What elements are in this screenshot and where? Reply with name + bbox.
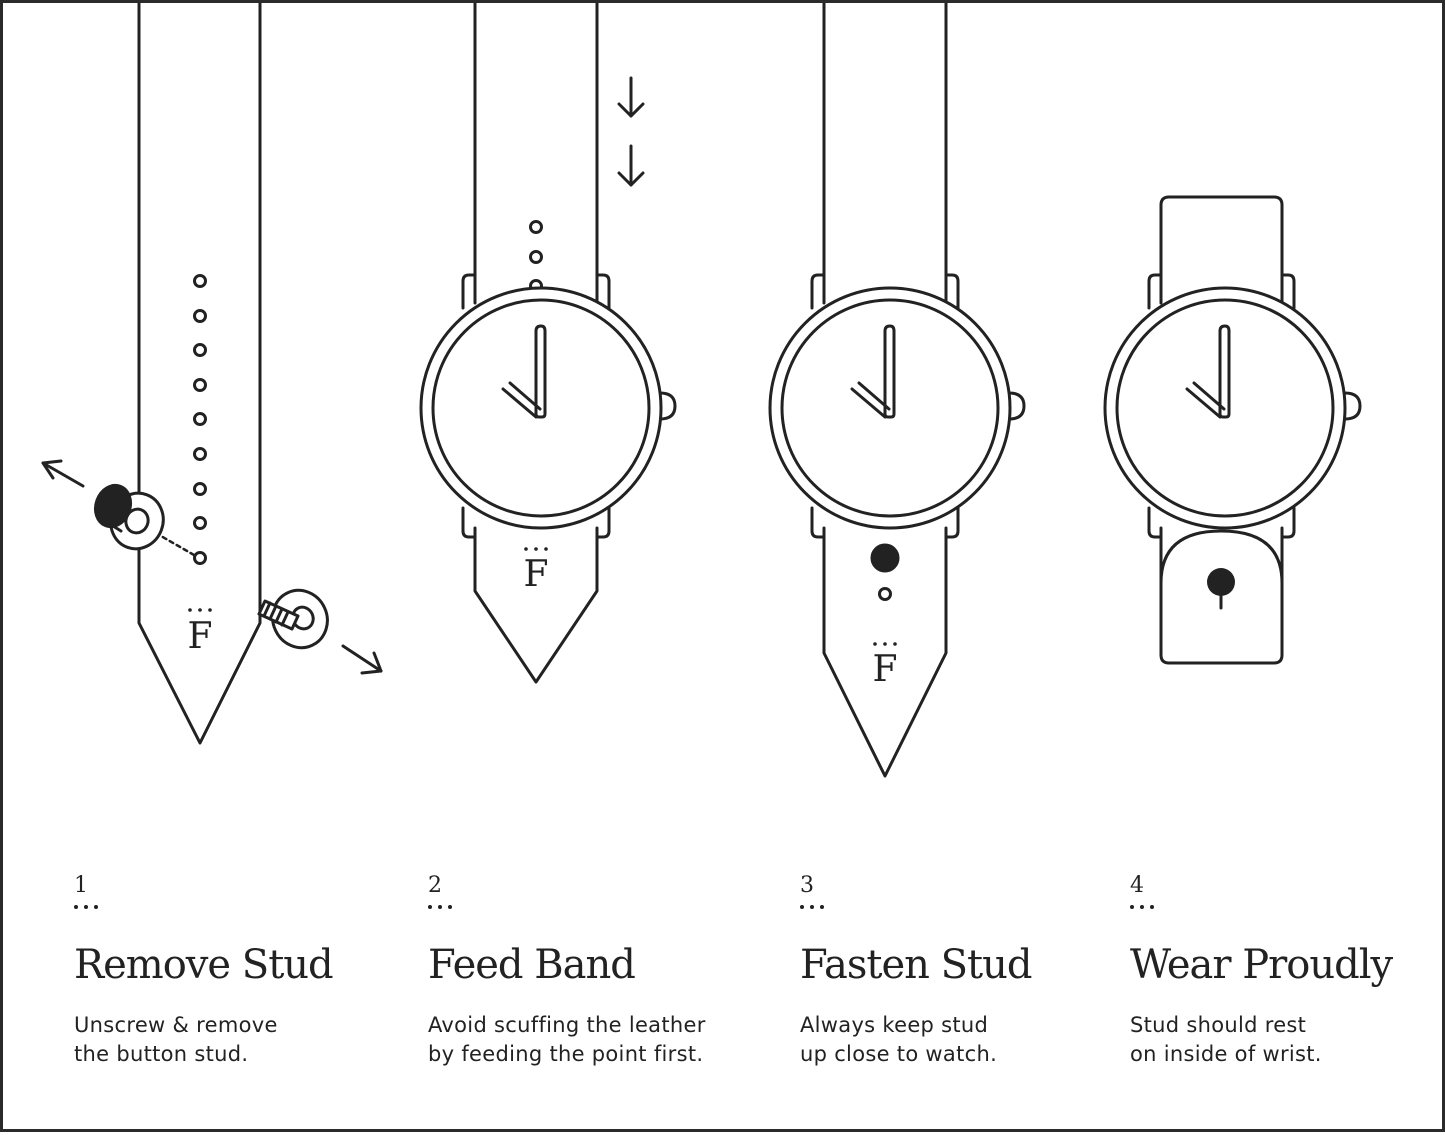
step-description (1130, 1011, 1392, 1069)
step-title: Fasten Stud (800, 942, 1032, 988)
step-description-line: Avoid scuffing the leather (428, 1013, 706, 1037)
step-description-line: up close to watch. (800, 1042, 998, 1066)
step-description-line: Always keep stud (800, 1013, 989, 1037)
fastened-stud-icon (872, 545, 898, 571)
step-divider (1130, 905, 1392, 909)
step1-illustration (43, 3, 381, 743)
step-number: 3 (800, 873, 814, 898)
step-2 (428, 873, 706, 1069)
f-logo-mark (873, 642, 898, 690)
arrow-down-icon (619, 146, 643, 185)
f-logo-mark (188, 608, 213, 657)
step-1 (74, 873, 333, 1069)
step-number: 2 (428, 873, 442, 898)
step-description-line: on inside of wrist. (1130, 1042, 1322, 1066)
strap-hole (880, 589, 891, 600)
step-description-line: the button stud. (74, 1042, 249, 1066)
step2-strap-top (475, 3, 597, 303)
step-description (428, 1011, 706, 1069)
step-title: Remove Stud (74, 942, 333, 988)
svg-text:F: F (872, 649, 898, 690)
step4-illustration (1105, 197, 1360, 663)
step-3 (800, 873, 1031, 1069)
step-4 (1130, 873, 1392, 1069)
step4-crown (1345, 393, 1360, 419)
stud-on-wrist-icon (1207, 568, 1235, 608)
step-title: Feed Band (428, 942, 635, 988)
step3-strap-top (824, 3, 946, 303)
step-description-line: by feeding the point first. (428, 1042, 704, 1066)
step-title: Wear Proudly (1130, 942, 1393, 988)
arrow-down-right-icon (343, 646, 381, 673)
step2-strap-tip (475, 528, 597, 682)
arrow-up-left-icon (43, 461, 83, 486)
screw-icon (259, 581, 337, 656)
step-divider (74, 905, 333, 909)
step2-strap-holes (531, 222, 542, 292)
svg-text:F: F (523, 554, 549, 595)
step-description-line: Unscrew & remove (74, 1013, 278, 1037)
f-logo-mark (524, 547, 549, 595)
svg-text:F: F (187, 616, 213, 657)
step-description-line: Stud should rest (1130, 1013, 1307, 1037)
step-number: 1 (74, 873, 88, 898)
step-number: 4 (1130, 873, 1144, 898)
step-divider (428, 905, 706, 909)
step3-illustration (770, 3, 1024, 776)
arrow-down-icon (619, 78, 643, 116)
step-description (800, 1011, 1031, 1069)
step-description (74, 1011, 333, 1069)
step2-illustration (421, 3, 675, 682)
step-divider (800, 905, 1031, 909)
